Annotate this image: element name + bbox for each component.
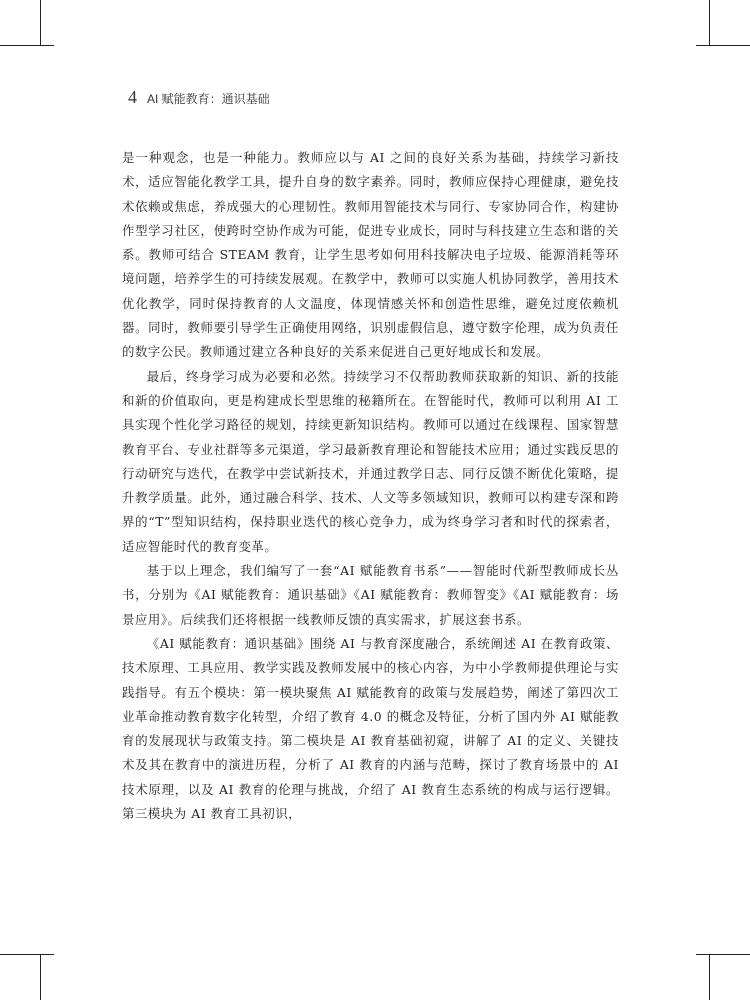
crop-mark-bottom-right-horizontal bbox=[696, 954, 750, 955]
running-header-title: AI 赋能教育：通识基础 bbox=[147, 92, 270, 106]
crop-mark-top-left-vertical bbox=[40, 0, 41, 46]
running-header bbox=[128, 87, 270, 108]
crop-mark-top-right-horizontal bbox=[696, 45, 750, 46]
paragraph-continued: 是一种观念，也是一种能力。教师应以与 AI 之间的良好关系为基础，持续学习新技术，适应智能化教学工具，提升自身的数字素养。同时，教师应保持心理健康，避免技术依赖或焦虑，养成强大的心理韧性。教师用智能技术与同行、专家协同合作，构建协作型学习社区，使跨时空协作成为可能，促进专业成长，同时与科技建立生态和谐的关系。教师可结合 STEAM 教育，让学生思考如何用科技解决电子垃圾、能源消耗等环境问题，培养学生的可持续发展观。在教学中，教师可以实施人机协同教学，善用技术优化教学，同时保持教育的人文温度，体现情感关怀和创造性思维，避免过度依赖机器。同时，教师要引导学生正确使用网络，识别虚假信息，遵守数字伦理，成为负责任的数字公民。教师通过建立各种良好的关系来促进自己更好地成长和发展。 bbox=[122, 150, 619, 360]
page-number: 4 bbox=[128, 87, 137, 107]
paragraph-lifelong-learning: 最后，终身学习成为必要和必然。持续学习不仅帮助教师获取新的知识、新的技能和新的价值取向，更是构建成长型思维的秘籍所在。在智能时代，教师可以利用 AI 工具实现个性化学习路径的规划，持续更新知识结构。教师可以通过在线课程、国家智慧教育平台、专业社群等多元渠道，学习最新教育理论和智能技术应用；通过实践反思的行动研究与迭代，在教学中尝试新技术，并通过教学日志、同行反馈不断优化策略，提升教学质量。此外，通过融合科学、技术、人文等多领域知识，教师可以构建专深和跨界的“T”型知识结构，保持职业迭代的核心竞争力，成为终身学习者和时代的探索者，适应智能时代的教育变革。 bbox=[122, 368, 619, 554]
crop-mark-bottom-right-vertical bbox=[709, 954, 710, 1000]
paragraph-book-overview: 《AI 赋能教育：通识基础》围绕 AI 与教育深度融合，系统阐述 AI 在教育政策、技术原理、工具应用、教学实践及教师发展中的核心内容，为中小学教师提供理论与实践指导。有五个模块：第一模块聚焦 AI 赋能教育的政策与发展趋势，阐述了第四次工业革命推动教育数字化转型，介绍了教育 4.0 的概念及特征，分析了国内外 AI 赋能教育的发展现状与政策支持。第二模块是 AI 教育基础初窥，讲解了 AI 的定义、关键技术及其在教育中的演进历程，分析了 AI 教育的内涵与范畴，探讨了教育场景中的 AI 技术原理，以及 AI 教育的伦理与挑战，介绍了 AI 教育生态系统的构成与运行逻辑。第三模块为 AI 教育工具初识， bbox=[122, 635, 619, 822]
crop-mark-top-left-horizontal bbox=[0, 45, 54, 46]
crop-mark-top-right-vertical bbox=[709, 0, 710, 46]
crop-mark-bottom-left-horizontal bbox=[0, 954, 54, 955]
crop-mark-bottom-left-vertical bbox=[40, 954, 41, 1000]
paragraph-book-series: 基于以上理念，我们编写了一套“AI 赋能教育书系”——智能时代新型教师成长丛书，分别为《AI 赋能教育：通识基础》《AI 赋能教育：教师智变》《AI 赋能教育：场景应用》。后续我们还将根据一线教师反馈的真实需求，扩展这套书系。 bbox=[122, 563, 619, 627]
body-text bbox=[122, 146, 619, 826]
